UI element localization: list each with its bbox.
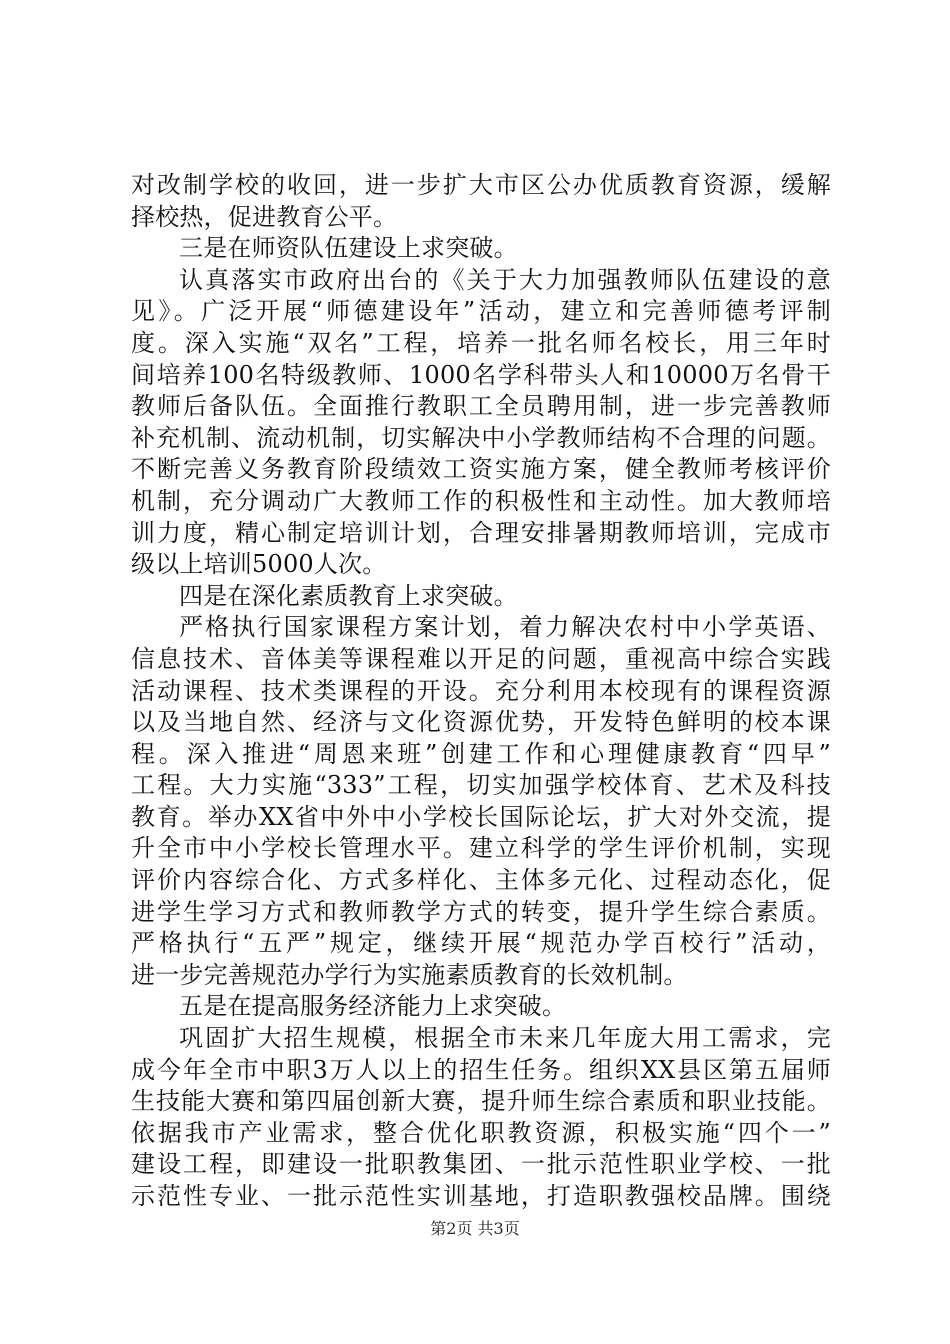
text-line: 生技能大赛和第四届创新大赛，提升师生综合素质和职业技能。 xyxy=(131,1087,831,1116)
text-line: 依据我市产业需求，整合优化职教资源，积极实施“四个一” xyxy=(131,1118,831,1147)
text-line: 三是在师资队伍建设上求突破。 xyxy=(179,234,518,263)
text-line: 见》。广泛开展“师德建设年”活动，建立和完善师德考评制 xyxy=(131,297,831,326)
text-line: 评价内容综合化、方式多样化、主体多元化、过程动态化，促 xyxy=(131,866,831,895)
text-line: 间培养100名特级教师、1000名学科带头人和10000万名骨干 xyxy=(131,360,831,389)
page-footer: 第2页 共3页 xyxy=(430,1219,520,1238)
text-line: 严格执行国家课程方案计划，着力解决农村中小学英语、 xyxy=(179,613,831,642)
text-line: 级以上培训5000人次。 xyxy=(131,550,387,579)
text-line: 工程。大力实施“333”工程，切实加强学校体育、艺术及科技 xyxy=(131,771,831,800)
text-line: 补充机制、流动机制，切实解决中小学教师结构不合理的问题。 xyxy=(131,423,831,452)
text-line: 教育。举办XX省中外中小学校长国际论坛，扩大对外交流，提 xyxy=(131,802,831,831)
text-line: 训力度，精心制定培训计划，合理安排暑期教师培训，完成市 xyxy=(131,518,831,547)
text-line: 示范性专业、一批示范性实训基地，打造职教强校品牌。围绕 xyxy=(131,1182,831,1210)
text-line: 择校热，促进教育公平。 xyxy=(131,202,398,231)
document-body xyxy=(131,170,831,1213)
text-line: 教师后备队伍。全面推行教职工全员聘用制，进一步完善教师 xyxy=(131,392,831,421)
text-line: 认真落实市政府出台的《关于大力加强教师队伍建设的意 xyxy=(179,265,831,294)
text-line: 成今年全市中职3万人以上的招生任务。组织XX县区第五届师 xyxy=(131,1055,831,1084)
text-line: 对改制学校的收回，进一步扩大市区公办优质教育资源，缓解 xyxy=(131,171,831,199)
text-line: 度。深入实施“双名”工程，培养一批名师名校长，用三年时 xyxy=(131,328,831,357)
text-line: 活动课程、技术类课程的开设。充分利用本校现有的课程资源 xyxy=(131,676,831,705)
text-line: 以及当地自然、经济与文化资源优势，开发特色鲜明的校本课 xyxy=(131,708,831,737)
text-line: 不断完善义务教育阶段绩效工资实施方案，健全教师考核评价 xyxy=(131,455,831,484)
text-line: 升全市中小学校长管理水平。建立科学的学生评价机制，实现 xyxy=(131,834,831,863)
text-line: 四是在深化素质教育上求突破。 xyxy=(179,581,518,610)
text-line: 信息技术、音体美等课程难以开足的问题，重视高中综合实践 xyxy=(131,644,831,673)
text-line: 程。深入推进“周恩来班”创建工作和心理健康教育“四早” xyxy=(131,739,831,768)
text-line: 机制，充分调动广大教师工作的积极性和主动性。加大教师培 xyxy=(131,486,831,515)
text-line: 五是在提高服务经济能力上求突破。 xyxy=(179,992,567,1021)
text-line: 巩固扩大招生规模，根据全市未来几年庞大用工需求，完 xyxy=(179,1024,831,1053)
text-line: 进学生学习方式和教师教学方式的转变，提升学生综合素质。 xyxy=(131,897,831,926)
text-line: 建设工程，即建设一批职教集团、一批示范性职业学校、一批 xyxy=(131,1150,831,1179)
text-line: 严格执行“五严”规定，继续开展“规范办学百校行”活动， xyxy=(131,929,831,958)
text-line: 进一步完善规范办学行为实施素质教育的长效机制。 xyxy=(131,960,688,989)
